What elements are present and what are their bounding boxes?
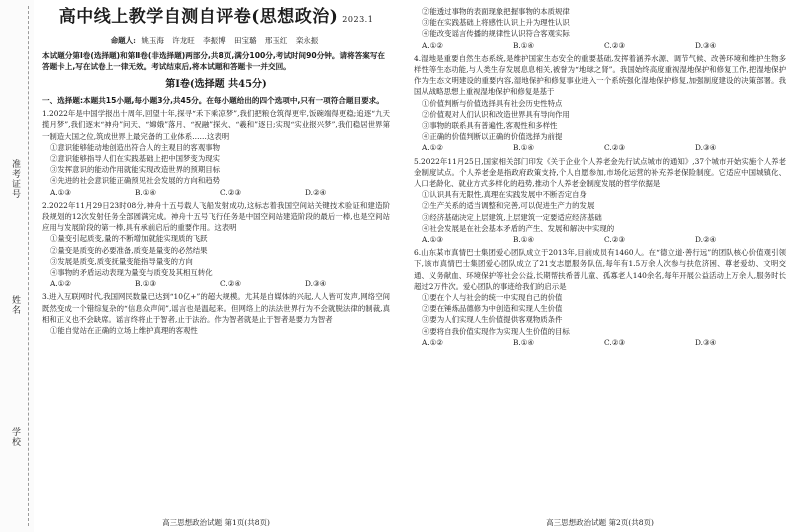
school-label: 学校 [12,428,22,448]
choice-a: A.①③ [50,187,71,197]
choice-b: B.①③ [135,279,157,289]
option: ②意识能够指导人们在实践基础上把中国梦变为现实 [50,154,220,164]
choice-a: A.①② [422,337,443,347]
author: 李振博 [203,36,226,45]
title-text: 高中线上教学自测自评卷(思想政治) [58,7,339,27]
binding-margin [0,0,34,532]
section-instruction: 一、选择题:本题共15小题,每小题3分,共45分。在每小题给出的四个选项中,只有一项符合题目要求。 [42,95,384,105]
choice-a: A.①② [422,40,443,50]
option: ①认识具有无限性,真理在实践发展中不断否定自身 [422,190,587,200]
answer-choices [414,40,786,51]
choice-d: D.②④ [305,187,327,197]
choice-c: C.②③ [604,143,625,153]
binding-line [28,6,29,526]
question-1-stem: 1.2022年是中国学报出十周年,回望十年,探寻“禾下乘凉梦”,我们把粮仓筑得更牢,饭碗端得更稳;追逐“九天揽月梦”,我们逐末“神舟”问天、“嫦娥”落月、“祝融”探火、“羲和”逐日;实现“实业报兴梦”,我们稳居世界第一制造大国之位,筑成世界上最完备的工业体系……这表明 [42,109,390,141]
page-1-footer: 高三思想政治试题 第1页(共8页) [162,518,270,527]
choice-a: A.①③ [422,235,443,245]
exam-notice: 本试题分第Ⅰ卷(选择题)和第Ⅱ卷(非选择题)两部分,共8页,满分100分,考试时间90分钟。请将答案写在答题卡上,写在试卷上一律无效。考试结束后,将本试题和答题卡一并交回。 [42,51,386,72]
option: ③能在实践基础上将感性认识上升为理性认识 [422,18,570,28]
page-2 [414,6,786,528]
choice-d: D.③④ [695,40,717,50]
option: ④能改变谣言传播的规律性认识符合客观实际 [422,29,570,39]
author: 姚玉海 [141,36,164,45]
option: ④事物的矛盾运动表现为量变与质变及其相互转化 [50,268,213,278]
choice-d: D.②④ [695,235,717,245]
choice-c: C.②③ [604,40,625,50]
answer-choices [414,142,786,153]
choice-c: C.②③ [604,235,625,245]
choice-a: A.①② [422,143,443,153]
option: ④正确的价值判断以正确的价值选择为前提 [422,132,563,142]
option: ③发挥意识的能动作用就能实现改造世界的预期目标 [50,165,220,175]
question-2-stem: 2.2022年11月29日23时08分,神舟十五号载人飞船发射成功,这标志着我国空间站关键技术验证和建造阶段规划的12次发射任务全部圆满完成。神舟十五号飞行任务是中国空间站建造阶段的最后一棒,也是空间站应用与发展阶段的第一棒,具有承前启后的重要作用。这表明 [42,200,390,233]
option: ②要在锤炼品德修为中创造和实现人生价值 [422,304,563,314]
exam-number-label: 准考证号 [12,160,22,200]
exam-date: 2023.1 [342,15,374,24]
answer-choices [414,337,786,348]
question-4-stem: 4.湿地是重要自然生态系统,是维护国家生态安全的重要基础,发挥着涵养水源、调节气候、改善环境和维护生物多样性等生态功能,与人类生存发展息息相关,被誉为“地球之肾”。我国始终高度重视湿地保护和修复工作,把湿地保护作为生态文明建设的重要内容,湿地保护和修复事业进入一个系统强化湿地保护修复,加强制度建设的决策部署。我国从战略思想上重视湿地保护和修复是基于 [414,53,786,97]
answer-choices [42,187,390,198]
choice-d: D.③④ [695,337,717,347]
option: ②能透过事物的表面现象把握事物的本质规律 [422,7,570,16]
option: ①价值判断与价值选择具有社会历史性特点 [422,98,563,108]
choice-b: B.①④ [513,337,535,347]
choice-d: D.③④ [695,143,717,153]
name-label: 姓名 [12,296,22,316]
page-2-footer: 高三思想政治试题 第2页(共8页) [546,518,654,527]
authors-line [42,34,390,48]
choice-c: C.②③ [604,337,625,347]
choice-b: B.①④ [513,143,535,153]
option: ①要在个人与社会的统一中实现自己的价值 [422,293,563,303]
author: 许龙旺 [172,36,195,45]
option: ①量变引起质变,量的不断增加就能实现质的飞跃 [50,234,208,244]
question-6-stem: 6.山东某市真情巴士集团爱心团队成立于2013年,目前成员有1460人。在“德立道·善行远”的团队核心价值观引领下,该市真情巴士集团爱心团队成立了21支志愿服务队伍,每年有1.5万余人次参与扶危济困、尊老爱幼、文明交通、义务献血、环境保护等社会公益,长期帮扶希普儿童、孤寡老人140余名,每年开展公益活动上万余人,服务时长超过2万件次。爱心团队的事迹给我们的启示是 [414,248,786,291]
option: ②价值观对人们认识和改造世界具有导向作用 [422,109,570,119]
question-3-stem: 3.进入互联网时代,我国网民数量已达到“10亿+”的超大规模。尤其是自媒体的兴起,人人皆可发声,网络空间既然变成一个错综复杂的“信息众声间”,谣言也是温起来。但网络上的法法世界行为不会就脱法律的制裁,真相和正义也不会缺席。谣言终将止于智者,止于法治。作为智者就是止于智者是要力为智者 [42,292,390,324]
choice-b: B.①④ [135,187,157,197]
page-1 [42,6,390,528]
option: ③经济基础决定上层建筑,上层建筑一定要适应经济基础 [422,212,602,222]
author: 田宝璐 [234,36,257,45]
answer-choices [414,234,786,245]
section-heading: 第Ⅰ卷(选择题 共45分) [165,78,267,90]
option: ①能自觉站在正确的立场上维护真理的客观性 [50,326,198,336]
question-5-stem: 5.2022年11月25日,国家相关部门印发《关于企业个人养老金先行试点城市的通知》,37个城市开始实施个人养老金制度试点。个人养老金是指政府政策支持,个人自愿参加,市场化运营的补充养老保险制度。它适应中国城镇化、人口老龄化、就业方式多样化的趋势,推动个人养老金制度发展的哲学依据是 [414,156,786,189]
option: ③事物的联系具有普遍性,客观性和多样性 [422,121,558,131]
choice-c: C.②④ [220,279,241,289]
choice-b: B.①④ [513,235,535,245]
option: ③发展是质变,质变抚量变能指导量变的方向 [50,256,193,266]
authors-label: 命题人: [110,36,136,45]
author: 邢玉红 [264,36,288,45]
choice-d: D.③④ [305,279,327,289]
author: 栾永振 [295,36,319,45]
choice-b: B.①④ [513,40,535,50]
option: ①意识能够能动地创造出符合人的主观目的客观事物 [50,142,220,152]
answer-choices [42,278,390,289]
option: ④社会发展是在社会基本矛盾的产生、发展和解决中实现的 [422,223,615,233]
option: ③要为人们实现人生价值提供客观物质条件 [422,315,563,325]
option: ②生产关系的适当调整和完善,可以促进生产力的发展 [422,201,595,211]
exam-title [42,6,390,31]
option: ②量变是质变的必要准备,质变是量变的必然结果 [50,245,208,255]
choice-c: C.②③ [220,187,241,197]
choice-a: A.①② [50,279,71,289]
option: ④要将自我价值实现作为实现人生价值的目标 [422,326,570,336]
option: ④先进的社会意识能正确预见社会发展的方向和趋势 [50,176,220,186]
